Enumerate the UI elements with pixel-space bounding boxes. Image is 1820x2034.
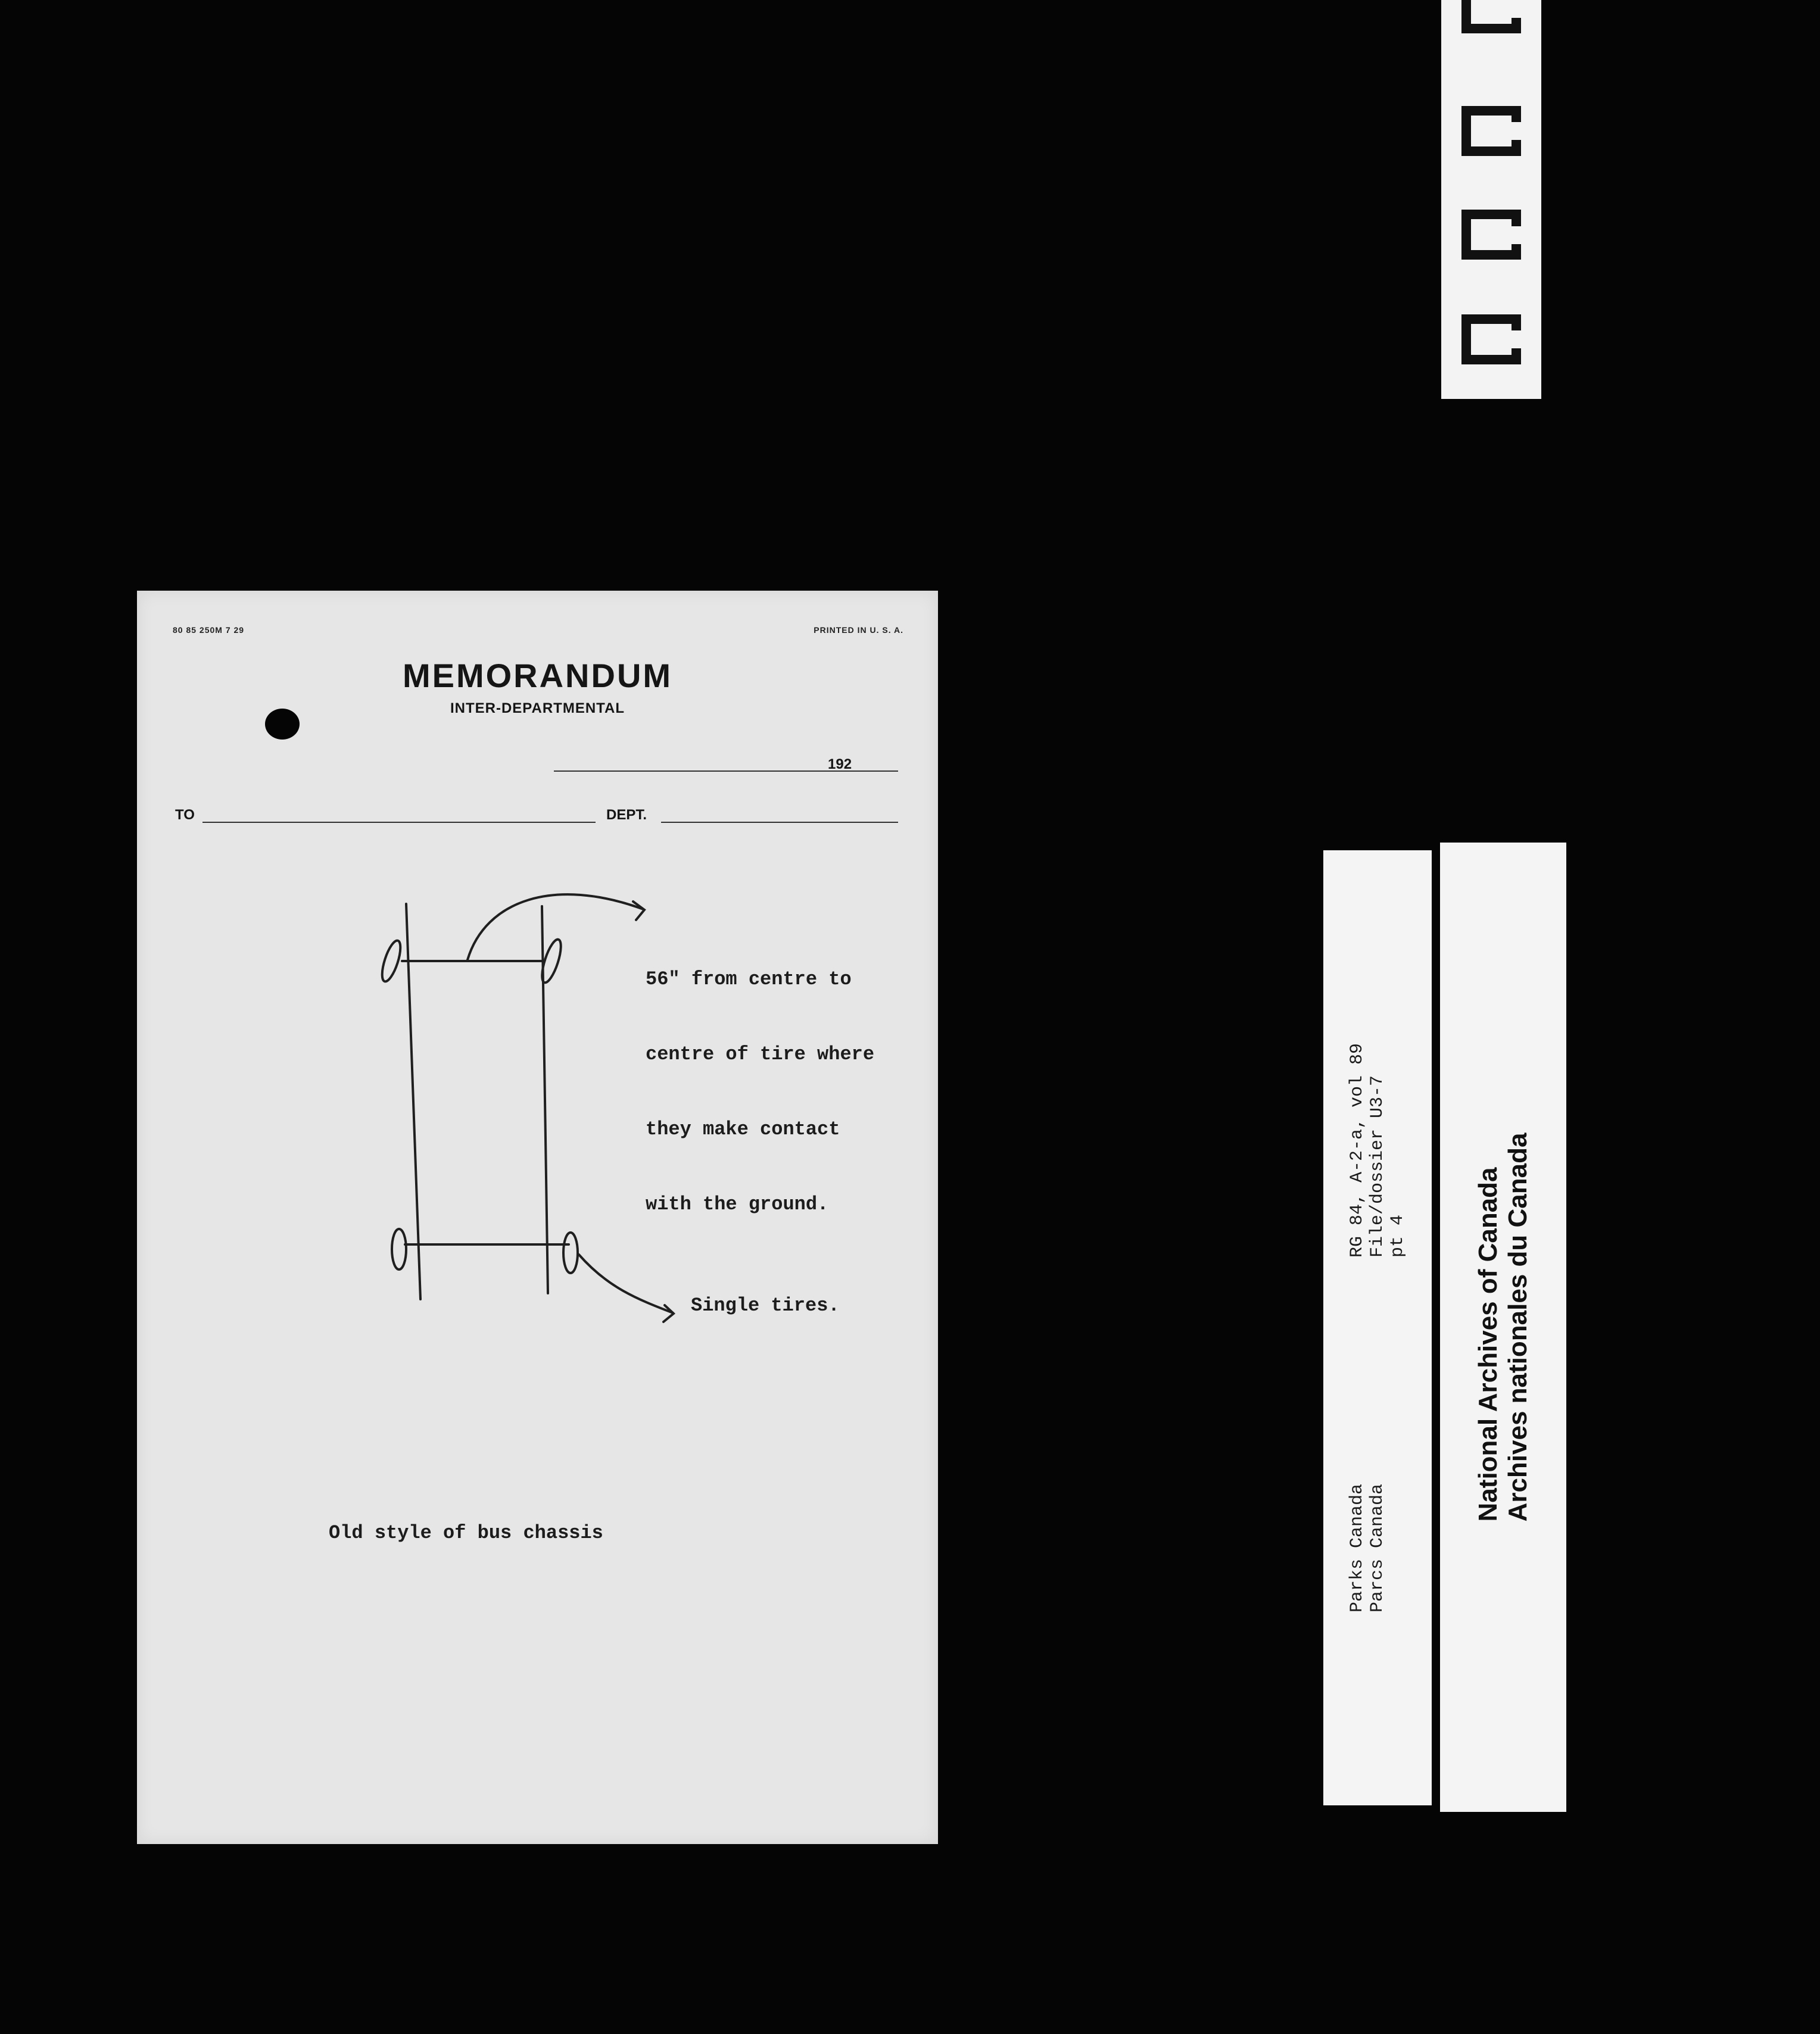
tires-arrowhead (663, 1305, 674, 1322)
measure-arrowhead (633, 901, 644, 920)
year-label: 192 (828, 756, 852, 772)
reel-digit-3 (1466, 214, 1516, 255)
reference-line: File/dossier U3-7 (1367, 1075, 1388, 1258)
printed-note: PRINTED IN U. S. A. (814, 625, 903, 635)
to-line (202, 822, 596, 823)
reference-lines (1347, 1043, 1408, 1258)
memo-caption: Old style of bus chassis (329, 1522, 603, 1544)
dept-label: DEPT. (606, 807, 647, 823)
agency-line: Parcs Canada (1367, 1484, 1388, 1613)
institution-line: National Archives of Canada (1473, 1167, 1503, 1522)
memo-title: MEMORANDUM (402, 657, 673, 694)
form-code: 80 85 250M 7 29 (173, 625, 245, 635)
rear-right-tire (563, 1233, 578, 1273)
dept-line (661, 822, 898, 823)
institution-block (1473, 1133, 1533, 1522)
measurement-note-line: with the ground. (646, 1193, 829, 1215)
institution-strip (1440, 843, 1566, 1812)
measurement-note-line: 56" from centre to (646, 968, 852, 990)
measurement-note-line: they make contact (646, 1118, 840, 1140)
measurement-note (646, 917, 874, 1267)
front-left-tire (378, 938, 404, 983)
institution-line: Archives nationales du Canada (1503, 1133, 1532, 1522)
reel-digit-2 (1466, 111, 1516, 151)
tires-note: Single tires. (691, 1294, 840, 1317)
hole-punch (265, 709, 300, 740)
memorandum-sheet (137, 591, 938, 1844)
reference-line: RG 84, A-2-a, vol 89 (1347, 1043, 1367, 1258)
agency-line: Parks Canada (1347, 1484, 1367, 1613)
to-label: TO (175, 807, 195, 823)
reference-line: pt 4 (1388, 1214, 1408, 1258)
memo-subtitle: INTER-DEPARTMENTAL (450, 700, 625, 716)
reel-digit-4 (1466, 319, 1516, 360)
rear-left-tire (392, 1229, 406, 1269)
measurement-note-line: centre of tire where (646, 1043, 875, 1065)
reference-block (1347, 1043, 1408, 1612)
reel-digit-1 (1466, 0, 1516, 29)
measure-arrow (468, 894, 643, 960)
reel-number-strip (1441, 0, 1541, 399)
archive-reference-strip (1323, 850, 1432, 1805)
left-frame-rail (406, 904, 420, 1299)
agency-block (1347, 1484, 1388, 1612)
reel-digits (1441, 0, 1541, 399)
